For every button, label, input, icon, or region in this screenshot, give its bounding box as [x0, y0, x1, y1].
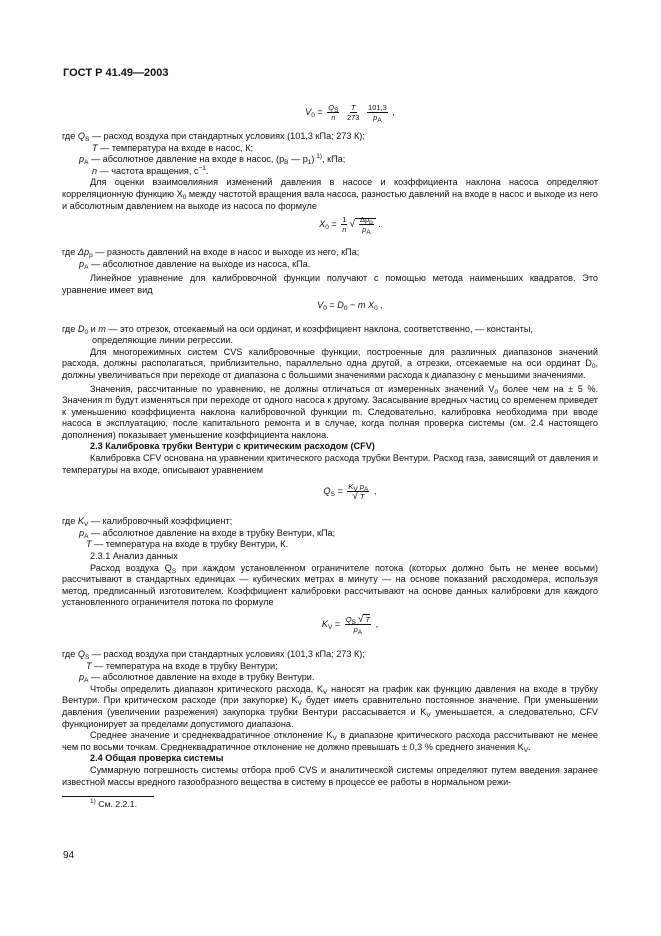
paragraph-values: Значения, рассчитанные по уравнению, не должны отличаться от измеренных значений $V_0$ более чем на ± 5 %. Значения m будут изменяться при переходе от одного насоса к другому. Засасывание вредных частиц со временем приведет к уменьшению коэффициента наклона калибровочной функции m. Следовательно, калибровка необходима при вводе насоса в эксплуатацию, после капитального ремонта и в случае, когда полная проверка системы (см. 2.4 настоящего дополнения) показывает уменьшение коэффициента наклона. [62, 383, 599, 440]
formula-v0: $V_0$ = $\frac{Q_S}{n}$ $\frac{T}{273}$ $\frac{101,3}{p_A}$ , [305, 103, 395, 124]
definitions-formula-v0: где $Q_S$ — расход воздуха при стандартных условиях (101,3 кПа; 273 К); T — температура на входе в насос, К; $p_A$ — абсолютное давление на входе в насос, ($p_B$ — $p_1$) $^{1)}$, кПа; n — частота вращения, $с^{-1}$. [62, 131, 365, 176]
formula-kv: $K_V$ = $\frac{Q_S √ T}{p_A}$ , [321, 614, 379, 636]
paragraph-correlation: Для оценки взаимовлияния изменений давления в насосе и коэффициента наклона насоса определяют корреляционную функцию $X_0$ между частотой вращения вала насоса, разностью давлений на входе в насос и выходе из него и абсолютным давлением на выходе из насоса по формуле [62, 177, 598, 211]
paragraph-critical-range: Чтобы определить диапазон критического расхода, $K_V$ наносят на график как функцию давления на входе в трубку Вентури. При критическом расходе (при закупорке) $K_V$ будет иметь сравнительно постоянное значение. При уменьшении давления (увеличении разрежения) закупорка трубки Вентури рассасывается и $K_V$ уменьшается, а следовательно, CFV функционирует за пределами допустимого диапазона. [62, 683, 598, 729]
formula-linear: $V_0 = D_0 - m$ $X_0$ , [317, 299, 383, 312]
definitions-formula-linear: где $D_0$ и m — это отрезок, отсекаемый на оси ординат, и коэффициент наклона, соответственно, — константы, определяющие линии регрессии. [62, 323, 533, 346]
formula-qs: $Q_S$ = $\frac{K_V p_A}{√ T}$ , [323, 482, 377, 503]
paragraph-linear-equation: Линейное уравнение для калибровочной функции получают с помощью метода наименьших квадратов. Это уравнение имеет вид [62, 273, 598, 295]
paragraph-std-deviation: Среднее значение и среднеквадратичное отклонение $K_V$ в диапазоне критического расхода рассчитывают не менее чем по восьми точкам. Среднеквадратичное отклонение не должно превышать ± 0,3 % среднего значения $K_V$. [62, 730, 599, 754]
footnote-divider [62, 796, 154, 797]
formula-x0: $X_0$ = $\frac{1}{n}$ √ $\frac{\Delta p_p}{p_A}$ . [319, 215, 381, 237]
definitions-formula-x0: где $\Delta p_p$ — разность давлений на входе в насос и выходе из него, кПа; $p_A$ — абсолютное давление на выходе из насоса, кПа. [62, 247, 360, 271]
footnote: $^{1)}$ См. 2.2.1. [90, 798, 138, 810]
paragraph-cfv: Калибровка CFV основана на уравнении критического расхода трубки Вентури. Расход газа, зависящий от давления и температуры на входе, описывают уравнением [62, 453, 598, 475]
page-content [62, 100, 598, 811]
paragraph-system-check: Суммарную погрешность системы отбора проб CVS и аналитической системы определяют путем введения заранее известной массы вредного газообразного вещества в систему в процессе ее работы в нормальном режи- [62, 764, 598, 787]
heading-2-3: 2.3 Калибровка трубки Вентури с критическим расходом (CFV) [90, 441, 375, 452]
definitions-formula-qs: где $K_V$ — калибровочный коэффициент; $p_A$ — абсолютное давление на входе в трубку Вентури, кПа; T — температура на входе в трубку Вентури, К. [62, 516, 336, 550]
page-number: 94 [63, 850, 75, 861]
heading-2-4: 2.4 Общая проверка системы [90, 753, 224, 764]
paragraph-data-analysis: Расход воздуха $Q_S$ при каждом установленном ограничителе потока (которых должно быть не менее восьми) рассчитывают в стандартных единицах — кубических метрах в минуту — на основе показаний расходомера, используя метод, предписанный изготовителем. Коэффициент калибровки рассчитывают на основе данных калибровки для каждого установленного ограничителя потока по формуле [62, 562, 598, 608]
definitions-formula-kv: где $Q_S$ — расход воздуха при стандартных условиях (101,3 кПа; 273 К); T — температура на входе в трубку Вентури; $p_A$ — абсолютное давление на входе в трубку Вентури. [62, 649, 365, 685]
heading-2-3-1: 2.3.1 Анализ данных [90, 551, 178, 562]
document-header: ГОСТ Р 41.49—2003 [63, 67, 169, 79]
paragraph-multimode: Для многорежимных систем CVS калибровочные функции, построенные для различных диапазонов значений расхода, должны располагаться, приблизительно, параллельно одна другой, а отрезки, отсекаемые на оси ординат $D_0$, должны увеличиваться при переходе от диапазона с большими значениями расхода к диапазону с меньшими значениями. [62, 346, 598, 380]
